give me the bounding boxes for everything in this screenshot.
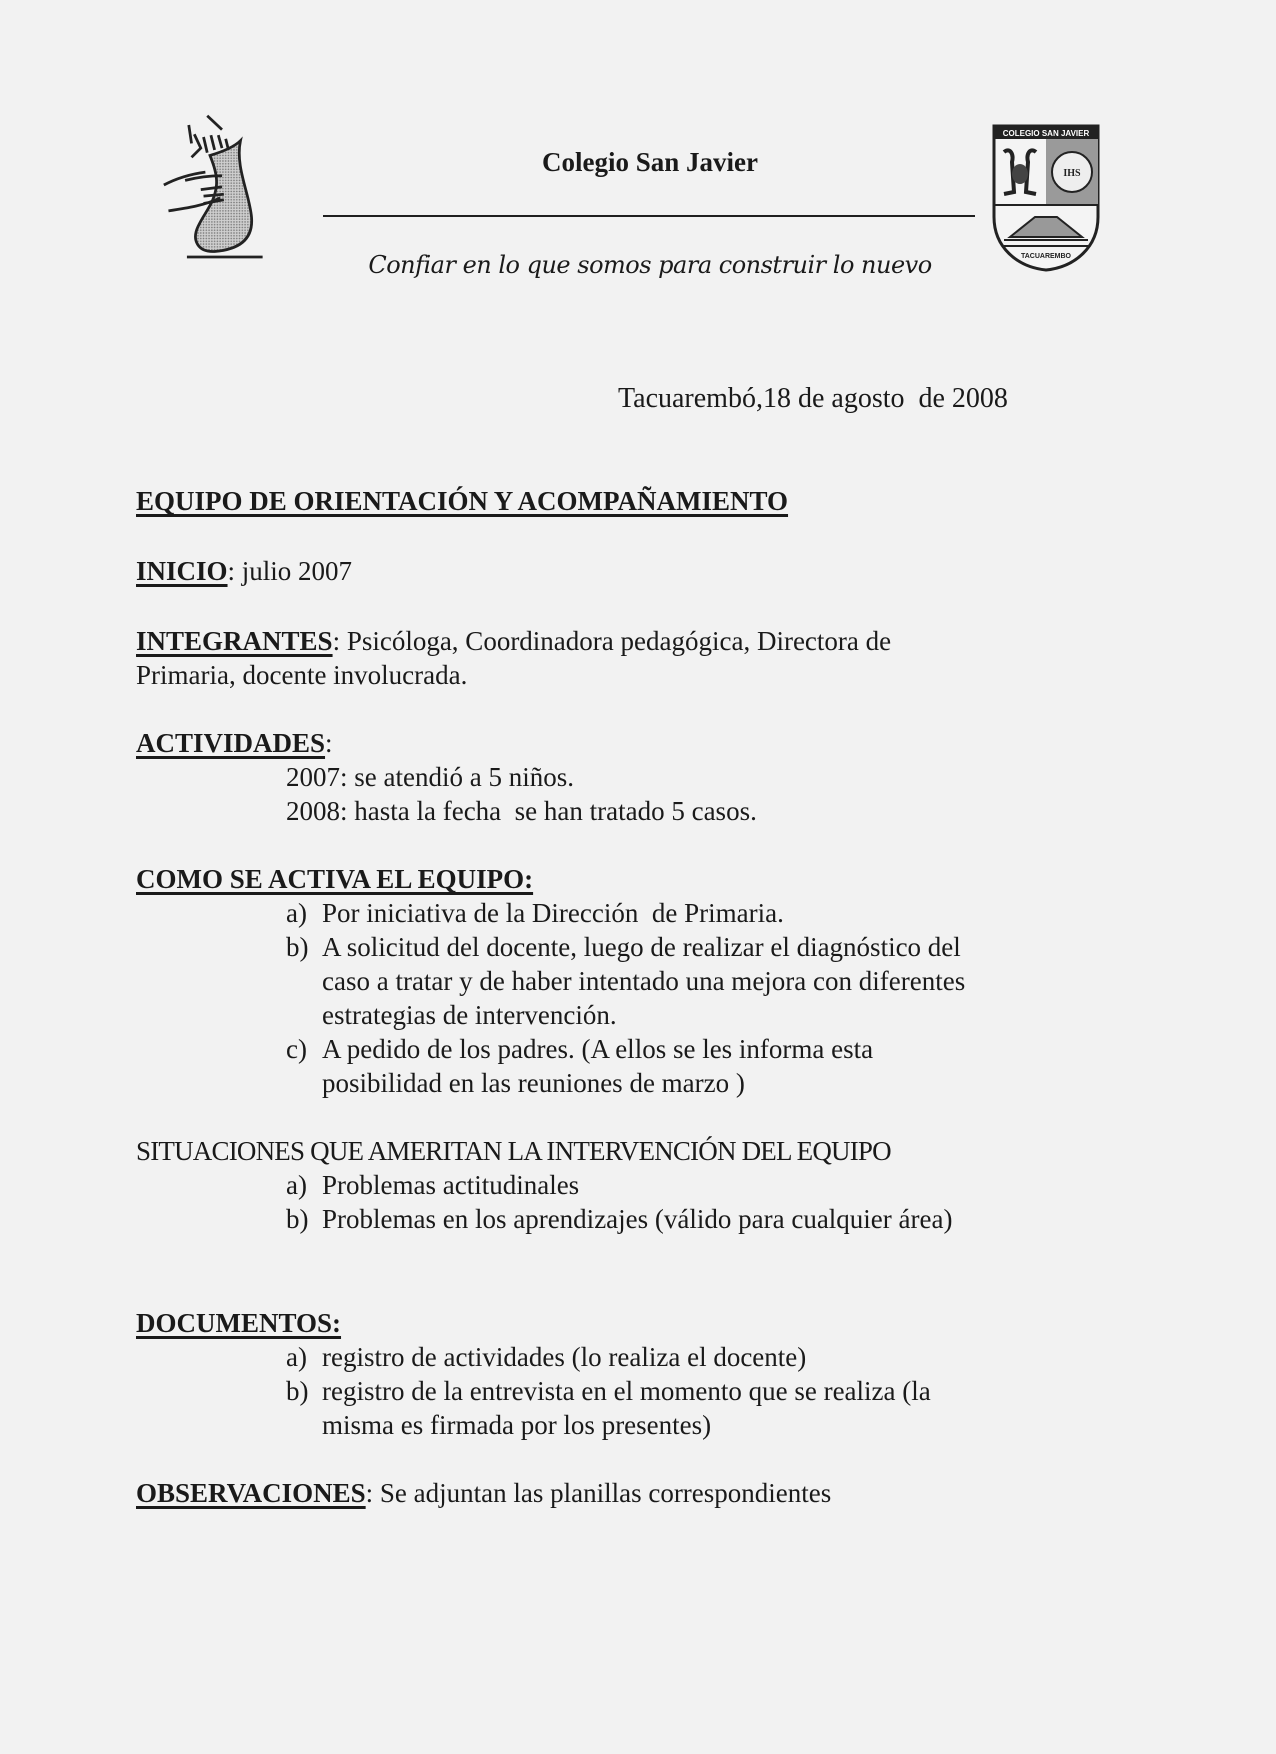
- list-item-text: registro de la entrevista en el momento que se realiza (la: [322, 1376, 931, 1406]
- header-divider: [323, 215, 975, 217]
- como-se-activa-label: COMO SE ACTIVA EL EQUIPO:: [136, 864, 534, 894]
- list-item-text: registro de actividades (lo realiza el docente): [322, 1342, 807, 1372]
- integrantes-line-2: Primaria, docente involucrada.: [136, 660, 468, 690]
- list-item-continuation: posibilidad en las reuniones de marzo ): [322, 1068, 745, 1098]
- list-item: [136, 1340, 1136, 1374]
- list-item: [136, 896, 1136, 930]
- school-crest-icon: [990, 122, 1102, 272]
- observaciones-label: OBSERVACIONES: [136, 1478, 366, 1508]
- list-item: [136, 1168, 1136, 1202]
- list-item-continuation: misma es firmada por los presentes): [322, 1410, 712, 1440]
- list-item-text: Problemas en los aprendizajes (válido para cualquier área): [322, 1204, 953, 1234]
- list-marker: a): [286, 1342, 307, 1372]
- list-item: [136, 1374, 1136, 1408]
- inicio-row: [136, 554, 1136, 588]
- crest-bottom-text: TACUAREMBO: [1020, 253, 1072, 260]
- integrantes-line-1: : Psicóloga, Coordinadora pedagógica, Directora de: [332, 626, 892, 656]
- integrantes-row: [136, 624, 1136, 658]
- hand-vase-logo-icon: [150, 100, 270, 270]
- list-item-text: A pedido de los padres. (A ellos se les informa esta: [322, 1034, 874, 1064]
- list-item-continuation: estrategias de intervención.: [322, 1000, 617, 1030]
- document-title: EQUIPO DE ORIENTACIÓN Y ACOMPAÑAMIENTO: [136, 486, 789, 516]
- list-marker: b): [286, 932, 309, 962]
- school-motto: Confiar en lo que somos para construir lo nuevo: [368, 251, 932, 279]
- actividades-item: 2008: hasta la fecha se han tratado 5 casos.: [286, 796, 757, 826]
- list-marker: a): [286, 1170, 307, 1200]
- observaciones-row: [136, 1476, 1136, 1510]
- integrantes-label: INTEGRANTES: [136, 626, 333, 656]
- list-item-text: Problemas actitudinales: [322, 1170, 580, 1200]
- crest-center-text: IHS: [1063, 168, 1081, 179]
- actividades-item: 2007: se atendió a 5 niños.: [286, 762, 574, 792]
- list-item: [136, 1202, 1136, 1236]
- document-body: [136, 484, 1136, 1510]
- date-line: Tacuarembó,18 de agosto de 2008: [618, 383, 1008, 414]
- situaciones-label: SITUACIONES QUE AMERITAN LA INTERVENCIÓN DEL EQUIPO: [136, 1136, 891, 1166]
- list-item-text: Por iniciativa de la Dirección de Primaria.: [322, 898, 784, 928]
- list-item-continuation: caso a tratar y de haber intentado una mejora con diferentes: [322, 966, 966, 996]
- actividades-row: [136, 726, 1136, 760]
- actividades-label: ACTIVIDADES: [136, 728, 326, 758]
- actividades-suffix: :: [325, 728, 333, 758]
- list-item: [136, 930, 1136, 964]
- list-marker: a): [286, 898, 307, 928]
- inicio-label: INICIO: [136, 556, 228, 586]
- list-marker: c): [286, 1034, 307, 1064]
- list-marker: b): [286, 1376, 309, 1406]
- list-item-text: A solicitud del docente, luego de realizar el diagnóstico del: [322, 932, 961, 962]
- observaciones-value: : Se adjuntan las planillas correspondientes: [365, 1478, 832, 1508]
- inicio-value: : julio 2007: [227, 556, 353, 586]
- list-item: [136, 1032, 1136, 1066]
- documentos-label: DOCUMENTOS:: [136, 1308, 342, 1338]
- list-marker: b): [286, 1204, 309, 1234]
- school-name: Colegio San Javier: [542, 147, 758, 177]
- crest-top-text: COLEGIO SAN JAVIER: [1002, 129, 1090, 138]
